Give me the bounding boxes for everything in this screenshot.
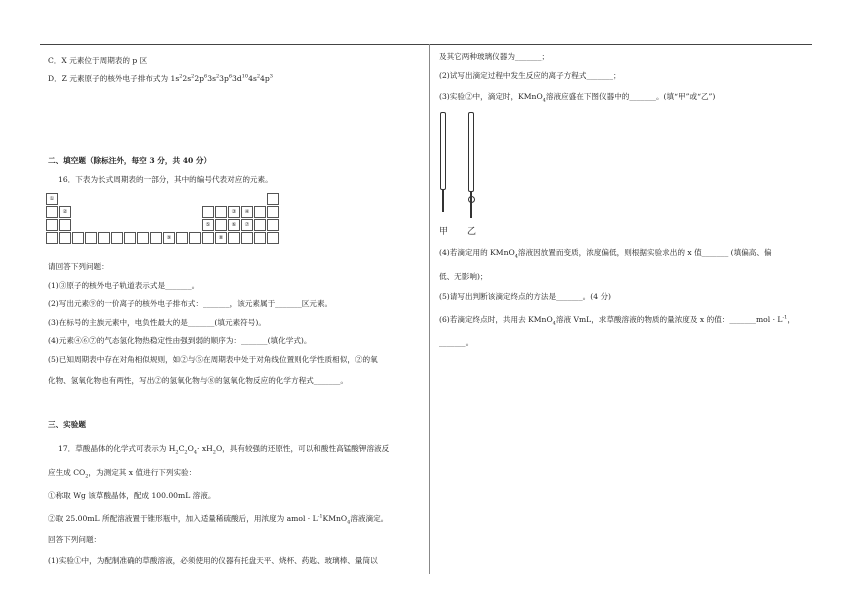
periodic-table-cell: [124, 232, 136, 244]
q16-part4: (4)元素④⑥⑦的气态氢化物热稳定性由强到弱的顺序为：_______(填化学式)。: [48, 336, 312, 345]
periodic-table-cell: [267, 206, 279, 218]
periodic-table-cell: [267, 219, 279, 231]
q16-part1: (1)③原子的核外电子轨道表示式是_______。: [48, 281, 200, 290]
periodic-table-cell: [72, 232, 84, 244]
periodic-table-cell: [241, 232, 253, 244]
periodic-table-cell: ①: [46, 193, 58, 205]
periodic-table-cell: ⑤: [202, 219, 214, 231]
q16-part5-line1: (5)已知周期表中存在对角相似规则，如②与⑤在周期表中处于对角线位置则化学性质相似，②的氧: [48, 355, 378, 364]
periodic-table-cell: ③: [228, 206, 240, 218]
r-q6-line2: _______。: [439, 338, 474, 347]
q17-intro-line2: 应生成 $CO_2$，为测定其 x 值进行下列实验：: [48, 468, 197, 480]
q16-part3: (3)在标号的主族元素中，电负性最大的是_______(填元素符号)。: [48, 318, 266, 327]
periodic-table-cell: [59, 232, 71, 244]
periodic-table-cell: [215, 219, 227, 231]
periodic-table-cell: [85, 232, 97, 244]
periodic-table-cell: ④: [241, 206, 253, 218]
burette-yi: [462, 112, 486, 222]
q17-step2: ②取 25.00mL 所配溶液置于锥形瓶中，加入适量稀硫酸后，用浓度为 amol · $L^{-1}KMnO_4$溶液滴定。: [48, 513, 389, 526]
q17-intro-line1: 17．草酸晶体的化学式可表示为 $H_2C_2O_4\cdot xH_2O$，具有较强的还原性，可以和酸性高锰酸钾溶液反: [58, 444, 390, 456]
r-q3: (3)实验②中，滴定时，KMnO$_4$溶液应盛在下图仪器中的_______。(填“甲”或“乙”): [439, 92, 716, 104]
periodic-table-cell: ⑧: [215, 232, 227, 244]
periodic-table-cell: [150, 232, 162, 244]
periodic-table-cell: ⑥: [228, 219, 240, 231]
header-rule: [40, 44, 812, 45]
r-q4-line1: (4)若滴定用的 KMnO$_4$溶液因放置而变质，浓度偏低，则根据实验求出的 x 值_______ (填偏高、偏: [439, 248, 772, 260]
periodic-table-cell: [202, 232, 214, 244]
periodic-table-cell: [254, 206, 266, 218]
periodic-table-cell: [111, 232, 123, 244]
option-d: D．Z 元素原子的核外电子排布式为 $1s^22s^22p^63s^23p^63d^{10}4s^24p^3$: [48, 73, 273, 83]
periodic-table-cell: [176, 232, 188, 244]
periodic-table-cell: [189, 232, 201, 244]
periodic-table-cell: ⑨: [163, 232, 175, 244]
burette-jia: [436, 112, 456, 222]
q17-step1: ①称取 Wg 该草酸晶体，配成 100.00mL 溶液。: [48, 491, 216, 500]
label-jia: 甲: [439, 227, 449, 237]
r-line1: 及其它两种玻璃仪器为_______；: [439, 52, 550, 61]
r-q6-line1: (6)若滴定终点时，共用去 KMnO$_4$溶液 VmL，求草酸溶液的物质的量浓度及 x 的值：_______mol · $L^{-1}$，: [439, 314, 795, 327]
periodic-table-cell: [59, 219, 71, 231]
column-divider: [429, 44, 430, 574]
periodic-table-cell: [202, 206, 214, 218]
r-q2: (2)试写出滴定过程中发生反应的离子方程式_______；: [439, 71, 621, 80]
periodic-table-cell: [267, 193, 279, 205]
periodic-table-cell: [137, 232, 149, 244]
periodic-table-cell: [98, 232, 110, 244]
option-c: C．X 元素位于周期表的 p 区: [48, 56, 148, 65]
periodic-table-cell: [228, 232, 240, 244]
r-q4-line2: 低、无影响)；: [439, 272, 488, 281]
periodic-table-cell: [46, 219, 58, 231]
q17-answer-intro: 回答下列问题：: [48, 535, 102, 544]
periodic-table-cell: [267, 232, 279, 244]
section2-heading: 二、填空题（除标注外，每空 3 分，共 40 分）: [48, 156, 212, 165]
periodic-table-cell: [46, 232, 58, 244]
r-q5: (5)请写出判断该滴定终点的方法是_______。(4 分): [439, 292, 612, 301]
periodic-table-cell: [254, 219, 266, 231]
q16-intro: 16．下表为长式周期表的一部分，其中的编号代表对应的元素。: [58, 175, 273, 184]
periodic-table-cell: ②: [59, 206, 71, 218]
q16-answer-intro: 请回答下列问题：: [48, 262, 109, 271]
label-yi: 乙: [467, 227, 477, 237]
section3-heading: 三、实验题: [48, 420, 86, 429]
periodic-table-cell: [254, 232, 266, 244]
periodic-table-fragment: [46, 193, 358, 245]
q16-part5-line2: 化物、氢氧化物也有两性，写出②的氢氧化物与⑧的氢氧化物反应的化学方程式_______。: [48, 376, 348, 385]
periodic-table-cell: [46, 206, 58, 218]
q17-part1: (1)实验①中，为配制准确的草酸溶液，必须使用的仪器有托盘天平、烧杯、药匙、玻璃棒、量筒以: [48, 556, 378, 565]
periodic-table-cell: ⑦: [241, 219, 253, 231]
periodic-table-cell: [215, 206, 227, 218]
q16-part2: (2)写出元素⑨的一价离子的核外电子排布式：_______，该元素属于_______区元素。: [48, 299, 333, 308]
